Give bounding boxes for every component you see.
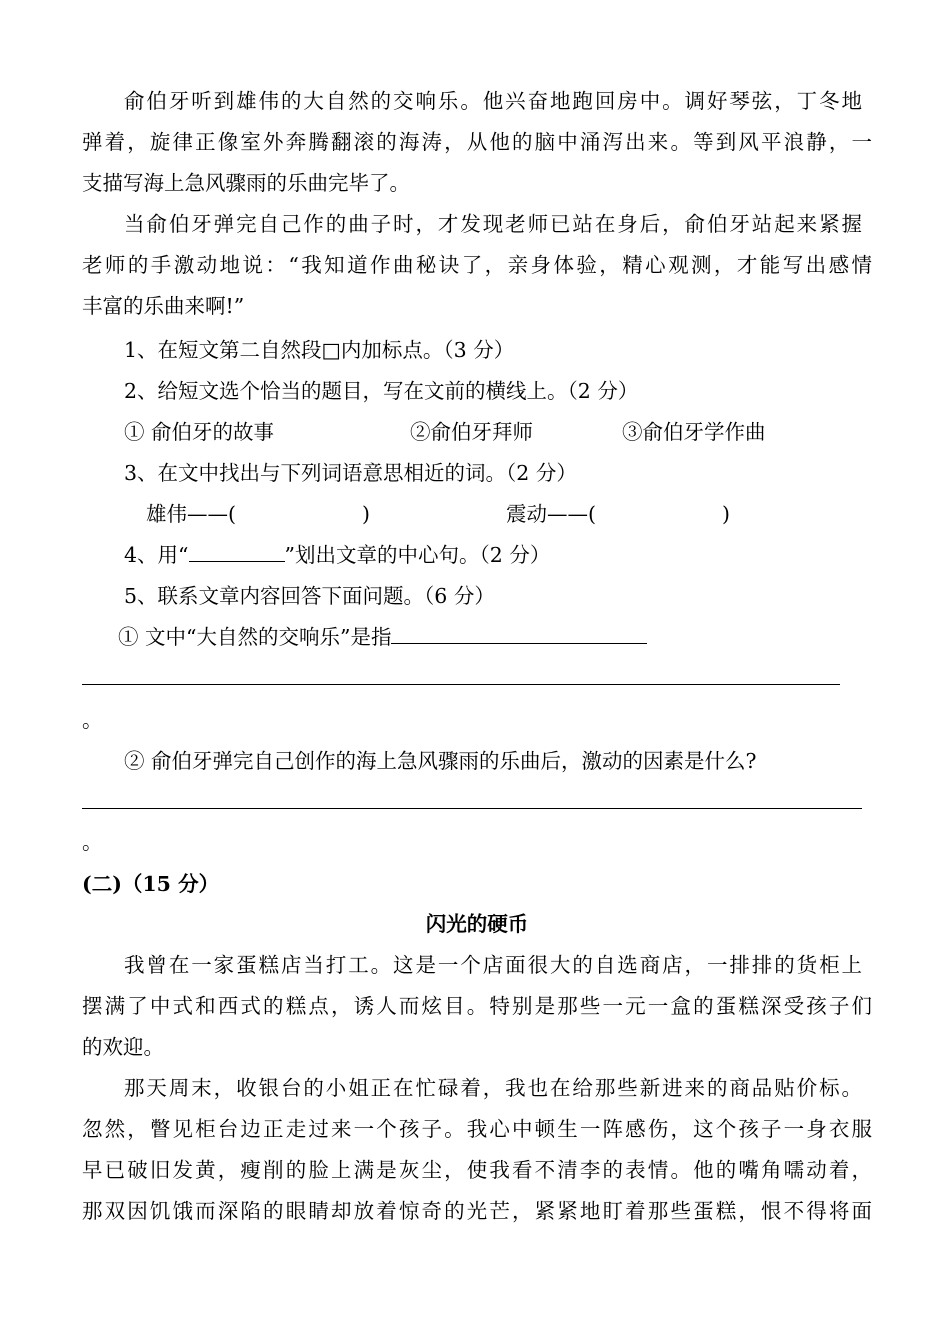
section-2-title: 闪光的硬币 xyxy=(425,912,529,936)
passage1-p2-line2: 老师的手激动地说：“我知道作曲秘诀了，亲身体验，精心观测，才能写出感情 xyxy=(82,253,872,277)
question-3-word-b: 震动——( xyxy=(506,502,596,526)
section2-p2-line4: 那双因饥饿而深陷的眼睛却放着惊奇的光芒，紧紧地盯着那些蛋糕，恨不得将面 xyxy=(82,1199,872,1223)
answer-blank-5-1-inline[interactable] xyxy=(391,625,647,644)
passage1-p1-line2: 弹着，旋律正像室外奔腾翻滚的海涛，从他的脑中涌泻出来。等到风平浪静，一 xyxy=(82,130,872,154)
option-3: ③俞伯牙学作曲 xyxy=(622,420,766,444)
passage1-p2-line3: 丰富的乐曲来啊!” xyxy=(82,294,245,318)
question-3-close-a: ) xyxy=(362,502,370,526)
question-2-options xyxy=(124,418,914,446)
question-3-close-b: ) xyxy=(722,502,730,526)
underline-sample xyxy=(189,543,285,562)
answer-line-5-1[interactable] xyxy=(82,684,840,685)
question-4-pre: 4、用“ xyxy=(124,543,189,567)
section2-p2-line1: 那天周末，收银台的小姐正在忙碌着，我也在给那些新进来的商品贴价标。 xyxy=(124,1076,862,1100)
question-4-post: ”划出文章的中心句。（2 分） xyxy=(284,543,551,567)
section-2-header: (二)（15 分） xyxy=(82,872,220,896)
option-2: ②俞伯牙拜师 xyxy=(410,420,533,444)
question-5-1-text: ① 文中“大自然的交响乐”是指 xyxy=(118,625,392,649)
question-5: 5、联系文章内容回答下面问题。（6 分） xyxy=(124,584,495,608)
question-5-1 xyxy=(118,623,908,651)
question-1: 1、在短文第二自然段□内加标点。（3 分） xyxy=(124,338,515,362)
passage1-p1-line3: 支描写海上急风骤雨的乐曲完毕了。 xyxy=(82,171,410,195)
section2-p1-line2: 摆满了中式和西式的糕点，诱人而炫目。特别是那些一元一盒的蛋糕深受孩子们 xyxy=(82,994,872,1018)
answer-line-5-2[interactable] xyxy=(82,808,862,809)
section2-p2-line3: 早已破旧发黄，瘦削的脸上满是灰尘，使我看不清李的表情。他的嘴角嚅动着， xyxy=(82,1158,872,1182)
question-5-2-end: 。 xyxy=(82,830,103,854)
section2-p2-line2: 忽然，瞥见柜台边正走过来一个孩子。我心中顿生一阵感伤，这个孩子一身衣服 xyxy=(82,1117,872,1141)
question-3-item-b xyxy=(506,500,806,528)
passage1-p2-line1: 当俞伯牙弹完自己作的曲子时，才发现老师已站在身后，俞伯牙站起来紧握 xyxy=(124,212,862,236)
question-5-2: ② 俞伯牙弹完自己创作的海上急风骤雨的乐曲后，激动的因素是什么? xyxy=(124,749,757,773)
question-3: 3、在文中找出与下列词语意思相近的词。（2 分） xyxy=(124,461,577,485)
question-2: 2、给短文选个恰当的题目，写在文前的横线上。（2 分） xyxy=(124,379,639,403)
question-5-1-end: 。 xyxy=(82,708,103,732)
passage1-p1-line1: 俞伯牙听到雄伟的大自然的交响乐。他兴奋地跑回房中。调好琴弦，丁冬地 xyxy=(124,89,862,113)
option-1: ① 俞伯牙的故事 xyxy=(124,420,275,444)
question-3-word-a: 雄伟——( xyxy=(146,502,236,526)
question-4 xyxy=(124,541,914,569)
section2-p1-line3: 的欢迎。 xyxy=(82,1035,164,1059)
section2-p1-line1: 我曾在一家蛋糕店当打工。这是一个店面很大的自选商店，一排排的货柜上 xyxy=(124,953,862,977)
